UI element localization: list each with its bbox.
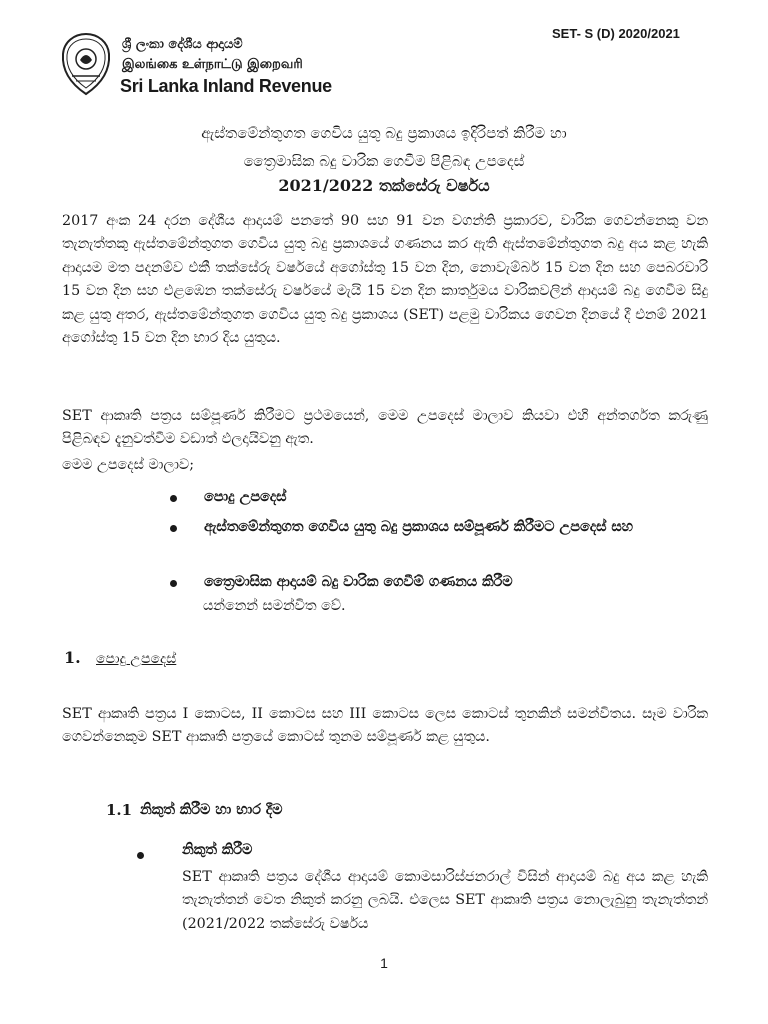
sub-bullet-heading: නිකුත් කිරීම: [182, 842, 253, 858]
document-title-line-2: ත්‍රෛමාසික බදු වාරික ගෙවීම පිළිබඳ උපදෙස්: [243, 152, 525, 170]
contents-intro: මෙම උපදෙස් මාලාව;: [62, 457, 195, 473]
list-item: ඇස්තමේන්තුගත ගෙවිය යුතු බදු ප්‍රකාශය සම්පූර්ණ කිරීමට උපදෙස් සහ: [204, 519, 633, 535]
issuance-paragraph: SET ආකෘති පත්‍රය දේශීය ආදායම් කොමසාරිස්ජනරාල් විසින් ආදායම් බදු අය කළ හැකි තැනැත්තන් වෙත නිකුත් කරනු ලබයි. එලෙස SET ආකෘති පත්‍රය නොලැබුනු තැනැත්තන් (2021/2022 තක්සේරු වර්ෂය: [182, 869, 708, 932]
bullet-icon: [170, 495, 177, 502]
section-number: 1.: [64, 648, 81, 667]
bullet-icon: [137, 852, 144, 859]
org-name-sinhala: ශ්‍රී ලංකා දේශීය ආදායම්: [122, 37, 243, 52]
document-title-line-1: ඇස්තමේන්තුගත ගෙවිය යුතු බදු ප්‍රකාශය ඉදිරිපත් කිරීම හා: [201, 124, 567, 142]
guidance-paragraph: SET ආකෘති පත්‍රය සම්පූර්ණ කිරීමට ප්‍රථමයෙන්, මෙම උපදෙස් මාලාව කියවා එහි අන්තර්ගත කරුණු පිළිබඳව දැනුවත්වීම වඩාත් ඵලදායිවනු ඇත.: [62, 408, 708, 448]
section-paragraph: SET ආකෘති පත්‍රය I කොටස, II කොටස සහ III කොටස ලෙස කොටස් තුනකින් සමන්විතය. සෑම වාරික ගෙවන්නෙකුම SET ආකෘති පත්‍රයේ කොටස් තුනම සම්පූර්ණ කළ යුතුය.: [62, 706, 708, 746]
document-reference: SET- S (D) 2020/2021: [552, 26, 680, 41]
list-item: ත්‍රෛමාසික ආදායම් බදු වාරික ගෙවීම් ගණනය කිරීම: [204, 574, 513, 590]
org-name-tamil: இலங்கை உள்நாட்டு இறைவரி: [122, 57, 303, 72]
list-item: පොදු උපදෙස්: [204, 489, 287, 505]
page-number: 1: [380, 955, 388, 971]
assessment-year-title: 2021/2022 තක්සේරු වර්ෂය: [278, 176, 490, 195]
subsection-number: 1.1: [106, 801, 133, 819]
bullet-icon: [170, 525, 177, 532]
org-name-english: Sri Lanka Inland Revenue: [120, 76, 332, 96]
subsection-heading: නිකුත් කිරීම හා භාර දීම: [140, 802, 283, 818]
section-heading: පොදු උපදෙස්: [96, 651, 177, 667]
intro-paragraph: 2017 අංක 24 දරන දේශීය ආදායම් පනතේ 90 සහ 91 වන වගන්ති ප්‍රකාරව, වාරික ගෙවන්නෙකු වන තැනැත්තකු ඇස්තමේන්තුගත ගෙවිය යුතු බදු ප්‍රකාශයේ ගණනය කර ඇති ඇස්තමේන්තුගත බදු අය කළ හැකි ආදායම මත පදනම්ව එකී තක්සේරු වර්ෂයේ අගෝස්තු 15 වන දින, නොවැම්බර් 15 වන දින සහ පෙබරවාරි 15 වන දින සහ එළඹෙන තක්සේරු වර්ෂයේ මැයි 15 වන දින කාර්තුමය වාරිකවලින් ආදායම් බදු ගෙවීම සිදු කළ යුතු අතර, ඇස්තමේන්තුගත ගෙවිය යුතු බදු ප්‍රකාශය (SET) පළමු වාරිකය ගෙවන දිනයේ දී එනම් 2021 අගෝස්තු 15 වන දින භාර දිය යුතුය.: [62, 213, 708, 347]
bullet-icon: [170, 580, 177, 587]
department-emblem-icon: [60, 32, 112, 96]
contents-closing: යන්නෙන් සමන්විත වේ.: [203, 598, 346, 614]
